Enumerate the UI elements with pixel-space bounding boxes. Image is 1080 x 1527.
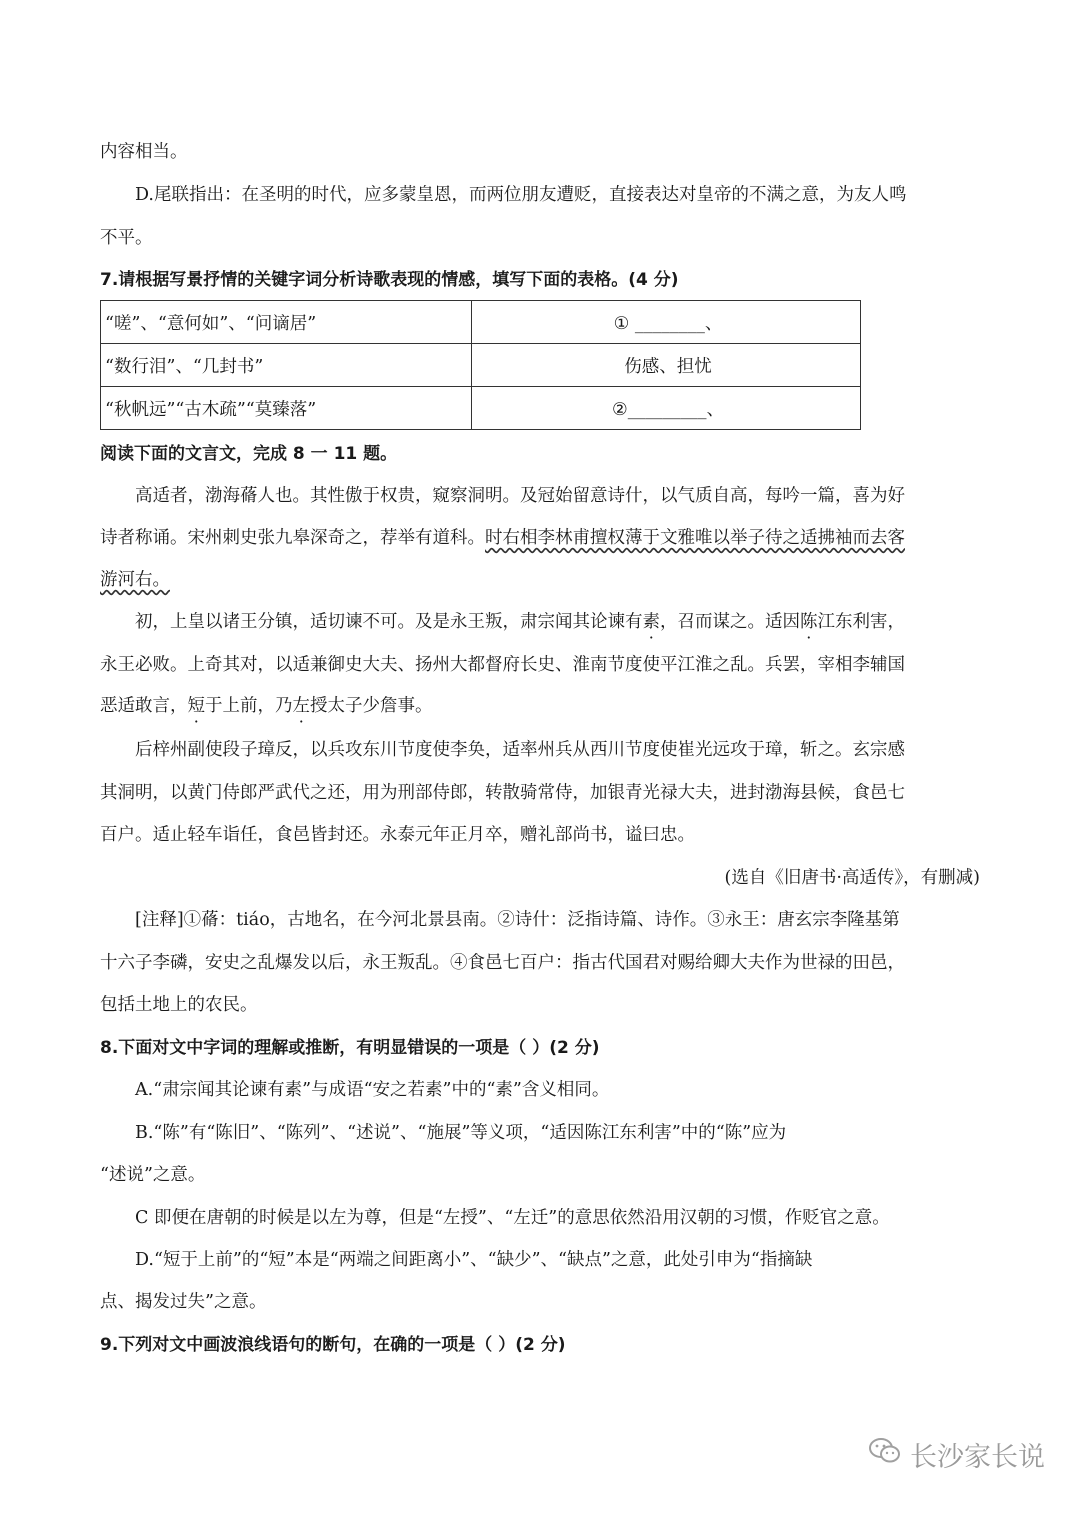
question-7-title: 7.请根据写景抒情的关键字词分析诗歌表现的情感，填写下面的表格。(4 分) xyxy=(100,270,679,290)
table-row xyxy=(101,344,861,387)
annotation-line: 包括土地上的农民。 xyxy=(100,995,258,1015)
option-d-line2: 点、揭发过失”之意。 xyxy=(100,1292,267,1312)
passage-line: 永王必败。上奇其对，以适兼御史大夫、扬州大都督府长史、淮南节度使平江淮之乱。兵罢，宰相李辅国 xyxy=(100,655,905,675)
wavy-underlined-sentence: 时右相李林甫擅权薄于文雅唯以举子待之适拂袖而去客 xyxy=(485,528,905,548)
emphasized-char-zuo: 左 xyxy=(292,696,310,716)
passage-text: 于上前，乃 xyxy=(205,696,293,716)
wavy-underlined-sentence-end: 游河右。 xyxy=(100,570,170,590)
emotion-table xyxy=(100,300,861,430)
table-cell-answer: ① ________、 xyxy=(472,301,861,344)
table-cell-keyword: “数行泪”、“几封书” xyxy=(101,344,472,387)
passage-line: 百户。适止轻车诣任，食邑皆封还。永泰元年正月卒，赠礼部尚书，谥曰忠。 xyxy=(100,825,695,845)
option-d-line1: D.尾联指出：在圣明的时代，应多蒙皇恩，而两位朋友遭贬，直接表达对皇帝的不满之意，为友人鸣 xyxy=(135,185,907,205)
passage-line xyxy=(100,526,905,550)
document-page xyxy=(100,0,984,1527)
text-line: 内容相当。 xyxy=(100,142,188,162)
question-8-title: 8.下面对文中字词的理解或推断，有明显错误的一项是（ ）(2 分) xyxy=(100,1038,600,1058)
table-row xyxy=(101,301,861,344)
option-d-line1: D.“短于上前”的“短”本是“两端之间距离小”、“缺少”、“缺点”之意，此处引申为“指摘缺 xyxy=(135,1250,813,1270)
passage-line: 高适者，渤海蓨人也。其性傲于权贵，窥察洞明。及冠始留意诗什，以气质自高，每吟一篇，喜为好 xyxy=(135,486,905,506)
table-cell-answer: 伤感、担忧 xyxy=(472,344,861,387)
passage-text: 恶适敢言， xyxy=(100,696,188,716)
table-cell-answer: ②_________、 xyxy=(472,387,861,430)
table-cell-keyword: “秋帆远”“古木疏”“莫臻落” xyxy=(101,387,472,430)
option-b-line2: “述说”之意。 xyxy=(100,1165,206,1185)
wechat-icon xyxy=(868,1436,902,1473)
passage-line xyxy=(100,568,170,592)
question-9-title: 9.下列对文中画波浪线语句的断句，在确的一项是（ ）(2 分) xyxy=(100,1335,566,1355)
watermark-text: 长沙家长说 xyxy=(910,1441,1045,1473)
passage-text: 授太子少詹事。 xyxy=(310,696,433,716)
passage-text: 江东利害， xyxy=(817,612,905,632)
emphasized-char-duan: 短 xyxy=(187,696,205,716)
option-c: C 即便在唐朝的时候是以左为尊，但是“左授”、“左迁”的意思依然沿用汉朝的习惯，作贬官之意。 xyxy=(135,1208,890,1228)
reading-title: 阅读下面的文言文，完成 8 一 11 题。 xyxy=(100,444,398,464)
annotation-line: 十六子李磷，安史之乱爆发以后，永王叛乱。④食邑七百户：指古代国君对赐给卿大夫作为世禄的田邑， xyxy=(100,953,905,973)
option-a: A.“肃宗闻其论谏有素”与成语“安之若素”中的“素”含义相同。 xyxy=(135,1080,610,1100)
passage-text: 初，上皇以诸王分镇，适切谏不可。及是永王叛，肃宗闻其论谏有 xyxy=(135,612,643,632)
passage-text: ，召而谋之。适因 xyxy=(660,612,800,632)
passage-line xyxy=(100,694,433,718)
option-b-line1: B.“陈”有“陈旧”、“陈列”、“述说”、“施展”等义项，“适因陈江东利害”中的“陈”应为 xyxy=(135,1123,787,1143)
emphasized-char-chen: 陈 xyxy=(800,612,818,632)
table-cell-keyword: “嗟”、“意何如”、“问谪居” xyxy=(101,301,472,344)
passage-line xyxy=(135,610,905,634)
option-d-line2: 不平。 xyxy=(100,228,153,248)
annotation-line: [注释]①蓨：tiáo，古地名，在今河北景县南。②诗什：泛指诗篇、诗作。③永王：唐玄宗李隆基第 xyxy=(135,910,900,930)
watermark xyxy=(868,1436,1045,1472)
passage-line: 后梓州副使段子璋反，以兵攻东川节度使李奂，适率州兵从西川节度使崔光远攻于璋，斩之。玄宗感 xyxy=(135,740,905,760)
passage-line: 其洞明，以黄门侍郎严武代之还，用为刑部侍郎，转散骑常侍，加银青光禄大夫，进封渤海县候，食邑七 xyxy=(100,783,905,803)
emphasized-char-su: 素 xyxy=(642,612,660,632)
table-row xyxy=(101,387,861,430)
passage-text: 诗者称诵。宋州刺史张九皋深奇之，荐举有道科。 xyxy=(100,528,485,548)
source-citation: (选自《旧唐书·高适传》，有删减) xyxy=(724,868,980,888)
